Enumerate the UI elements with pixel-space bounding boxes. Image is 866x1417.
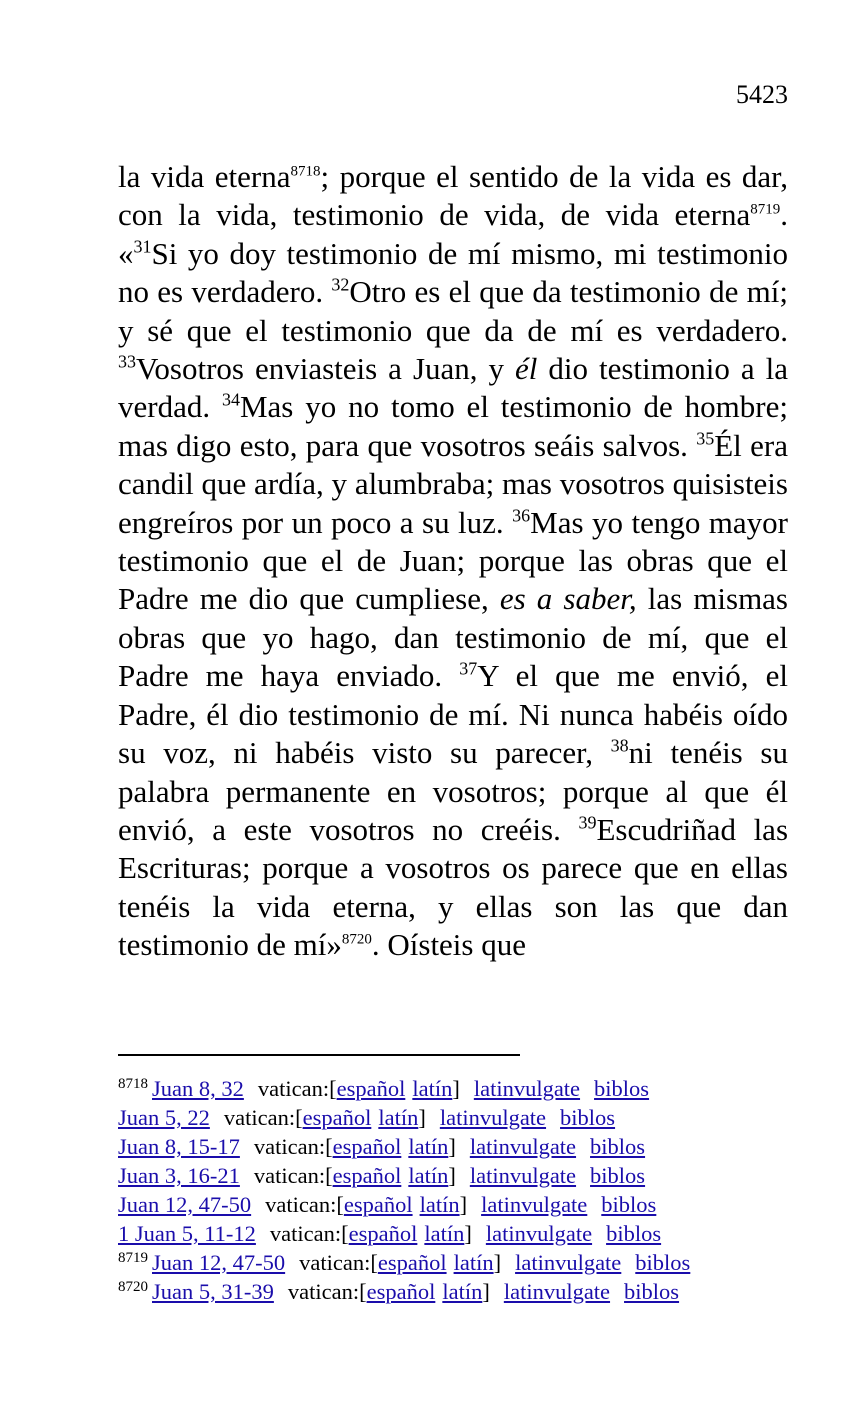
biblos-link[interactable]: biblos [624, 1279, 680, 1304]
latinvulgate-link[interactable]: latinvulgate [469, 1163, 577, 1188]
text-segment: la vida eterna [118, 159, 291, 194]
biblos-link[interactable]: biblos [590, 1134, 646, 1159]
text-segment: Si yo doy testimonio de mí mismo, mi testimonio no es verdadero. [118, 235, 788, 310]
footnote-marker[interactable]: 8719 [750, 202, 781, 219]
vatican-label: vatican:[ [287, 1279, 367, 1304]
footnote-line [118, 1219, 818, 1248]
scripture-ref-link[interactable]: Juan 5, 31-39 [152, 1279, 274, 1304]
latinvulgate-link[interactable]: latinvulgate [439, 1105, 547, 1130]
text-segment: Él era candil que ardía, y alumbraba; mas vosotros quisisteis engreíros por un poco a su luz. [118, 427, 788, 540]
scripture-ref-link[interactable]: Juan 5, 22 [118, 1105, 210, 1130]
text-segment: Mas yo no tomo el testimonio de hombre; mas digo esto, para que vosotros seáis salvos. [118, 389, 788, 463]
espanol-link[interactable]: español [366, 1279, 436, 1304]
footnote-line [118, 1074, 818, 1103]
text-segment: ; porque el sentido de la vida es dar, con la vida, testimonio de vida, de vida eterna [118, 159, 788, 233]
text-segment: dio testimonio a la verdad. [118, 351, 788, 425]
latin-link[interactable]: latín [424, 1221, 465, 1246]
latinvulgate-link[interactable]: latinvulgate [473, 1076, 581, 1101]
text-segment: las mismas obras que yo hago, dan testimonio de mí, que el Padre me haya enviado. [118, 581, 789, 694]
latin-link[interactable]: latín [378, 1105, 419, 1130]
latinvulgate-link[interactable]: latinvulgate [503, 1279, 611, 1304]
vatican-label: vatican:[ [223, 1105, 303, 1130]
vatican-label: vatican:[ [253, 1134, 333, 1159]
latinvulgate-link[interactable]: latinvulgate [481, 1192, 588, 1217]
scripture-ref-link[interactable]: 1 Juan 5, 11-12 [118, 1221, 256, 1246]
verse-number: 38 [610, 735, 629, 756]
latin-link[interactable]: latín [408, 1134, 449, 1159]
espanol-link[interactable]: español [302, 1105, 372, 1130]
vatican-label: vatican:[ [299, 1250, 378, 1275]
latinvulgate-link[interactable]: latinvulgate [469, 1134, 577, 1159]
espanol-link[interactable]: español [348, 1221, 418, 1246]
biblos-link[interactable]: biblos [606, 1221, 662, 1246]
bracket-close: ] [493, 1250, 502, 1275]
espanol-link[interactable]: español [377, 1250, 447, 1275]
biblos-link[interactable]: biblos [590, 1163, 646, 1188]
page-number: 5423 [736, 80, 788, 109]
verse-number: 39 [578, 812, 597, 833]
italic-text: él [515, 351, 538, 387]
biblos-link[interactable]: biblos [635, 1250, 691, 1275]
bracket-close: ] [464, 1221, 472, 1246]
bracket-close: ] [482, 1279, 490, 1304]
vatican-label: vatican:[ [257, 1076, 337, 1101]
scripture-ref-link[interactable]: Juan 8, 32 [152, 1076, 244, 1101]
vatican-label: vatican:[ [269, 1221, 349, 1246]
scripture-ref-link[interactable]: Juan 3, 16-21 [118, 1163, 240, 1188]
vatican-label: vatican:[ [265, 1192, 344, 1217]
bracket-close: ] [459, 1192, 468, 1217]
scripture-ref-link[interactable]: Juan 8, 15-17 [118, 1134, 240, 1159]
footnote-line [118, 1190, 818, 1219]
footnote-number: 8718 [118, 1075, 148, 1092]
espanol-link[interactable]: español [332, 1134, 402, 1159]
footnote-marker[interactable]: 8718 [290, 163, 321, 180]
text-segment: Otro es el que da testimonio de mí; y sé que el testimonio que da de mí es verdadero. [118, 274, 788, 348]
footnote-number: 8719 [118, 1249, 148, 1266]
footnotes-section [118, 1074, 818, 1306]
bracket-close: ] [418, 1105, 426, 1130]
biblos-link[interactable]: biblos [560, 1105, 616, 1130]
footnote-line [118, 1248, 818, 1277]
biblos-link[interactable]: biblos [594, 1076, 650, 1101]
vatican-label: vatican:[ [253, 1163, 333, 1188]
verse-number: 33 [118, 351, 136, 372]
verse-number: 31 [133, 236, 152, 257]
footnote-line [118, 1103, 818, 1132]
text-segment: Y el que me envió, el Padre, él dio testimonio de mí. Ni nunca habéis oído su voz, ni habéis visto su parecer, [118, 658, 789, 771]
footnote-number: 8720 [118, 1278, 148, 1295]
verse-number: 36 [512, 505, 531, 526]
verse-number: 32 [331, 274, 350, 295]
verse-number: 35 [696, 428, 715, 449]
latinvulgate-link[interactable]: latinvulgate [515, 1250, 622, 1275]
bracket-close: ] [448, 1134, 456, 1159]
scripture-ref-link[interactable]: Juan 12, 47-50 [152, 1250, 286, 1275]
text-segment: ni tenéis su palabra permanente en vosotros; porque al que él envió, a este vosotros no creéis. [118, 735, 788, 847]
latin-link[interactable]: latín [442, 1279, 483, 1304]
espanol-link[interactable]: español [343, 1192, 413, 1217]
bracket-close: ] [448, 1163, 456, 1188]
footnote-line [118, 1277, 818, 1306]
biblos-link[interactable]: biblos [601, 1192, 657, 1217]
latin-link[interactable]: latín [453, 1250, 494, 1275]
italic-text: es a saber, [499, 581, 637, 617]
footnote-line [118, 1132, 818, 1161]
text-segment: Escudriñad las Escrituras; porque a vosotros os parece que en ellas tenéis la vida eterna, y ellas son las que dan testimonio de mí» [118, 811, 789, 963]
espanol-link[interactable]: español [332, 1163, 402, 1188]
footnote-divider [118, 1054, 520, 1056]
footnote-line [118, 1161, 818, 1190]
espanol-link[interactable]: español [336, 1076, 406, 1101]
verse-number: 34 [221, 390, 240, 411]
text-segment: Vosotros enviasteis a Juan, y [136, 351, 515, 387]
latin-link[interactable]: latín [408, 1163, 449, 1188]
body-text [118, 158, 788, 965]
text-segment: . « [118, 197, 788, 271]
bracket-close: ] [452, 1076, 460, 1101]
latinvulgate-link[interactable]: latinvulgate [485, 1221, 593, 1246]
footnote-marker[interactable]: 8720 [341, 931, 372, 948]
text-segment: . Oísteis que [371, 927, 526, 963]
scripture-ref-link[interactable]: Juan 12, 47-50 [118, 1192, 252, 1217]
text-segment: Mas yo tengo mayor testimonio que el de Juan; porque las obras que el Padre me dio que cumpliese, [118, 504, 788, 617]
latin-link[interactable]: latín [412, 1076, 453, 1101]
latin-link[interactable]: latín [419, 1192, 460, 1217]
verse-number: 37 [459, 658, 478, 679]
